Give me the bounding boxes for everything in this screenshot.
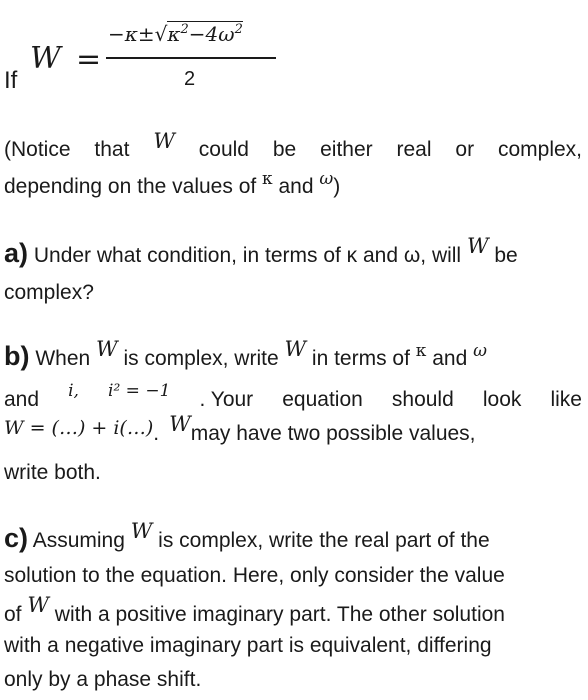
part-b-line-1: b) When W is complex, write W in terms of $^\kappa$ and $^\omega$ xyxy=(4,337,487,371)
part-a-label: a) xyxy=(4,238,29,268)
part-c-line-5: only by a phase shift. xyxy=(4,668,202,691)
if-word: If xyxy=(4,67,18,94)
kappa-symbol: κ xyxy=(415,341,427,361)
numerator: $-\kappa\pm√\kappa^2-4\omega^2$ xyxy=(108,22,243,46)
part-b-line-2: and i, i² = −1 . Your equation should look like xyxy=(4,387,582,413)
part-b-line-3: W = (…) + i(…). Wmay have two possible values, xyxy=(4,412,476,445)
part-c-line-1: c) Assuming W is complex, write the real part of the xyxy=(4,519,490,553)
equals-sign: = xyxy=(76,42,102,77)
notice-line-1: (Notice that W could be either real or complex, xyxy=(4,129,582,161)
equation-block xyxy=(4,22,304,98)
W-symbol: W xyxy=(169,412,191,436)
part-b-line-4: write both. xyxy=(4,461,101,484)
W-symbol: W xyxy=(130,519,153,543)
notice-line-2: depending on the values of $^\kappa$ and $^\omega$) xyxy=(4,169,341,198)
i-squared-equation: i² = −1 xyxy=(108,381,171,401)
radicand: $\kappa^2-4\omega^2$ xyxy=(167,22,243,46)
W-symbol: W xyxy=(27,593,49,617)
denominator: 2 xyxy=(184,68,196,90)
W-symbol: W xyxy=(153,129,175,153)
W-symbol: W xyxy=(96,337,118,361)
omega-symbol: ω xyxy=(319,169,334,189)
W-symbol: W xyxy=(284,337,307,361)
part-c-line-2: solution to the equation. Here, only consider the value xyxy=(4,564,505,587)
fraction-bar xyxy=(106,57,276,59)
W-symbol: W xyxy=(466,234,489,258)
part-a-line-2: complex? xyxy=(4,281,94,304)
lhs-variable: W xyxy=(30,41,61,76)
part-c-label: c) xyxy=(4,523,29,553)
part-b-label: b) xyxy=(4,341,30,371)
part-c-line-3: of W with a positive imaginary part. The other solution xyxy=(4,593,505,626)
part-a-line-1: a) Under what condition, in terms of κ and ω, will W be xyxy=(4,234,518,268)
omega-symbol: ω xyxy=(473,341,487,361)
i-symbol: i, xyxy=(68,381,79,401)
kappa-symbol: κ xyxy=(262,169,273,189)
form-expression: W = (…) + i(…) xyxy=(4,417,154,439)
part-c-line-4: with a negative imaginary part is equivalent, differing xyxy=(4,634,492,657)
